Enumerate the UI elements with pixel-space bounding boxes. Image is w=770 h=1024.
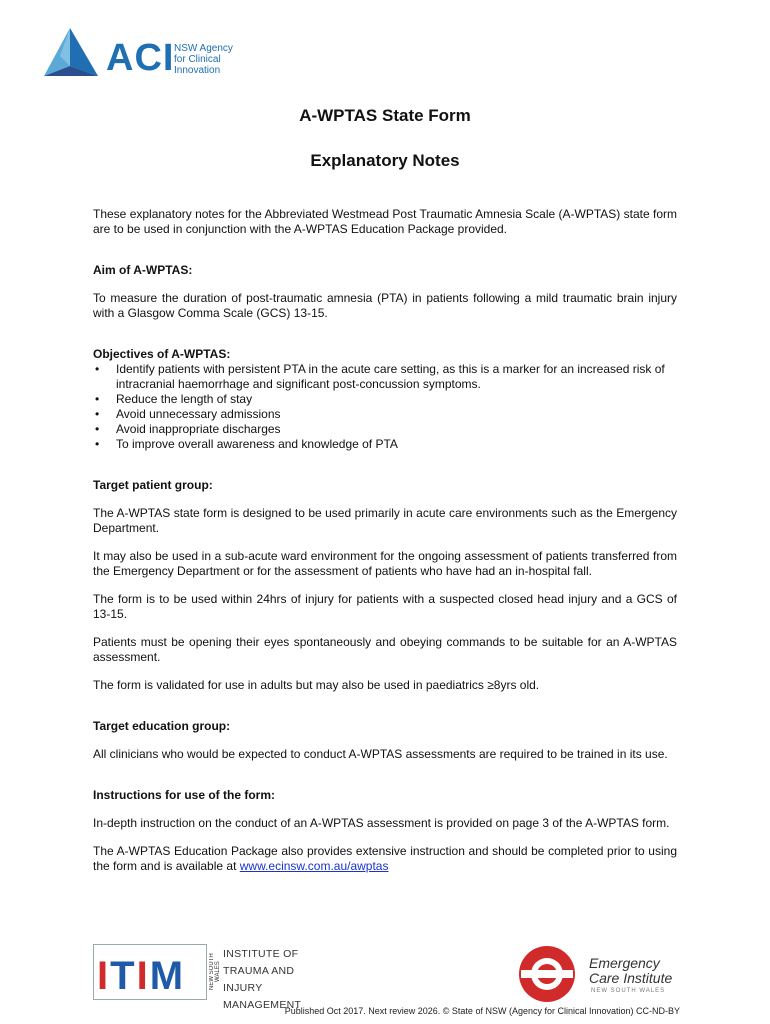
target-patient-paragraph: It may also be used in a sub-acute ward environment for the ongoing assessment of patients transferred from the Emergency Department or for the assessment of patients who have had an in-hospital fall.: [93, 549, 677, 578]
eci-logo: [517, 944, 687, 1006]
itim-logo-name: INSTITUTE OF TRAUMA AND INJURY MANAGEMENT: [223, 948, 302, 1011]
eci-logo-name: Emergency Care Institute: [589, 955, 673, 986]
target-patient-paragraph: The form is to be used within 24hrs of injury for patients with a suspected closed head injury and a GCS of 13-15.: [93, 592, 677, 621]
aci-logo-text: ACI: [106, 37, 175, 79]
aim-heading: Aim of A-WPTAS:: [93, 263, 193, 277]
published-note: Published Oct 2017. Next review 2026. © State of NSW (Agency for Clinical Innovation) CC-ND-BY: [284, 1006, 680, 1016]
instructions-paragraph: In-depth instruction on the conduct of an A-WPTAS assessment is provided on page 3 of the A-WPTAS form.: [93, 816, 670, 830]
awptas-link[interactable]: www.ecinsw.com.au/awptas: [239, 859, 389, 873]
document-subtitle: Explanatory Notes: [310, 151, 460, 170]
objectives-list: [93, 362, 677, 452]
intro-paragraph: These explanatory notes for the Abbreviated Westmead Post Traumatic Amnesia Scale (A-WPTAS) state form are to be used in conjunction with the A-WPTAS Education Package provided.: [93, 207, 677, 236]
target-patient-paragraph: The A-WPTAS state form is designed to be used primarily in acute care environments such as the Emergency Department.: [93, 506, 677, 535]
itim-vertical-text: NEW SOUTH WALES: [209, 953, 221, 991]
itim-logo: [93, 944, 333, 1011]
aci-pyramid-icon: [40, 26, 102, 82]
document-title: A-WPTAS State Form: [299, 106, 471, 125]
aci-logo: [40, 26, 240, 82]
eci-logo-subtitle: NEW SOUTH WALES: [591, 988, 666, 994]
list-item: • To improve overall awareness and knowledge of PTA: [93, 437, 677, 452]
list-item: • Avoid inappropriate discharges: [93, 422, 677, 437]
instructions-paragraph: The A-WPTAS Education Package also provides extensive instruction and should be completed prior to using the form and is available at www.ecinsw.com.au/awptas: [93, 844, 677, 873]
list-item: • Avoid unnecessary admissions: [93, 407, 677, 422]
aci-logo-subtitle: NSW Agency for Clinical Innovation: [174, 43, 233, 76]
target-patient-paragraph: Patients must be opening their eyes spontaneously and obeying commands to be suitable for an A-WPTAS assessment.: [93, 635, 677, 664]
list-item: • Reduce the length of stay: [93, 392, 677, 407]
target-patient-paragraph: The form is validated for use in adults but may also be used in paediatrics ≥8yrs old.: [93, 678, 540, 692]
target-patient-heading: Target patient group:: [93, 478, 213, 492]
eci-emblem-icon: [517, 944, 577, 1004]
aim-paragraph: To measure the duration of post-traumatic amnesia (PTA) in patients following a mild traumatic brain injury with a Glasgow Comma Scale (GCS) 13-15.: [93, 291, 677, 320]
objectives-heading: Objectives of A-WPTAS:: [93, 347, 231, 361]
list-item: • Identify patients with persistent PTA in the acute care setting, as this is a marker for an increased risk of intracranial haemorrhage and significant post-concussion symptoms.: [93, 362, 677, 392]
document-body: [93, 207, 677, 874]
itim-logo-letters: ITIM: [97, 954, 186, 998]
target-education-heading: Target education group:: [93, 719, 231, 733]
instructions-heading: Instructions for use of the form:: [93, 788, 276, 802]
target-education-paragraph: All clinicians who would be expected to conduct A-WPTAS assessments are required to be trained in its use.: [93, 747, 668, 761]
